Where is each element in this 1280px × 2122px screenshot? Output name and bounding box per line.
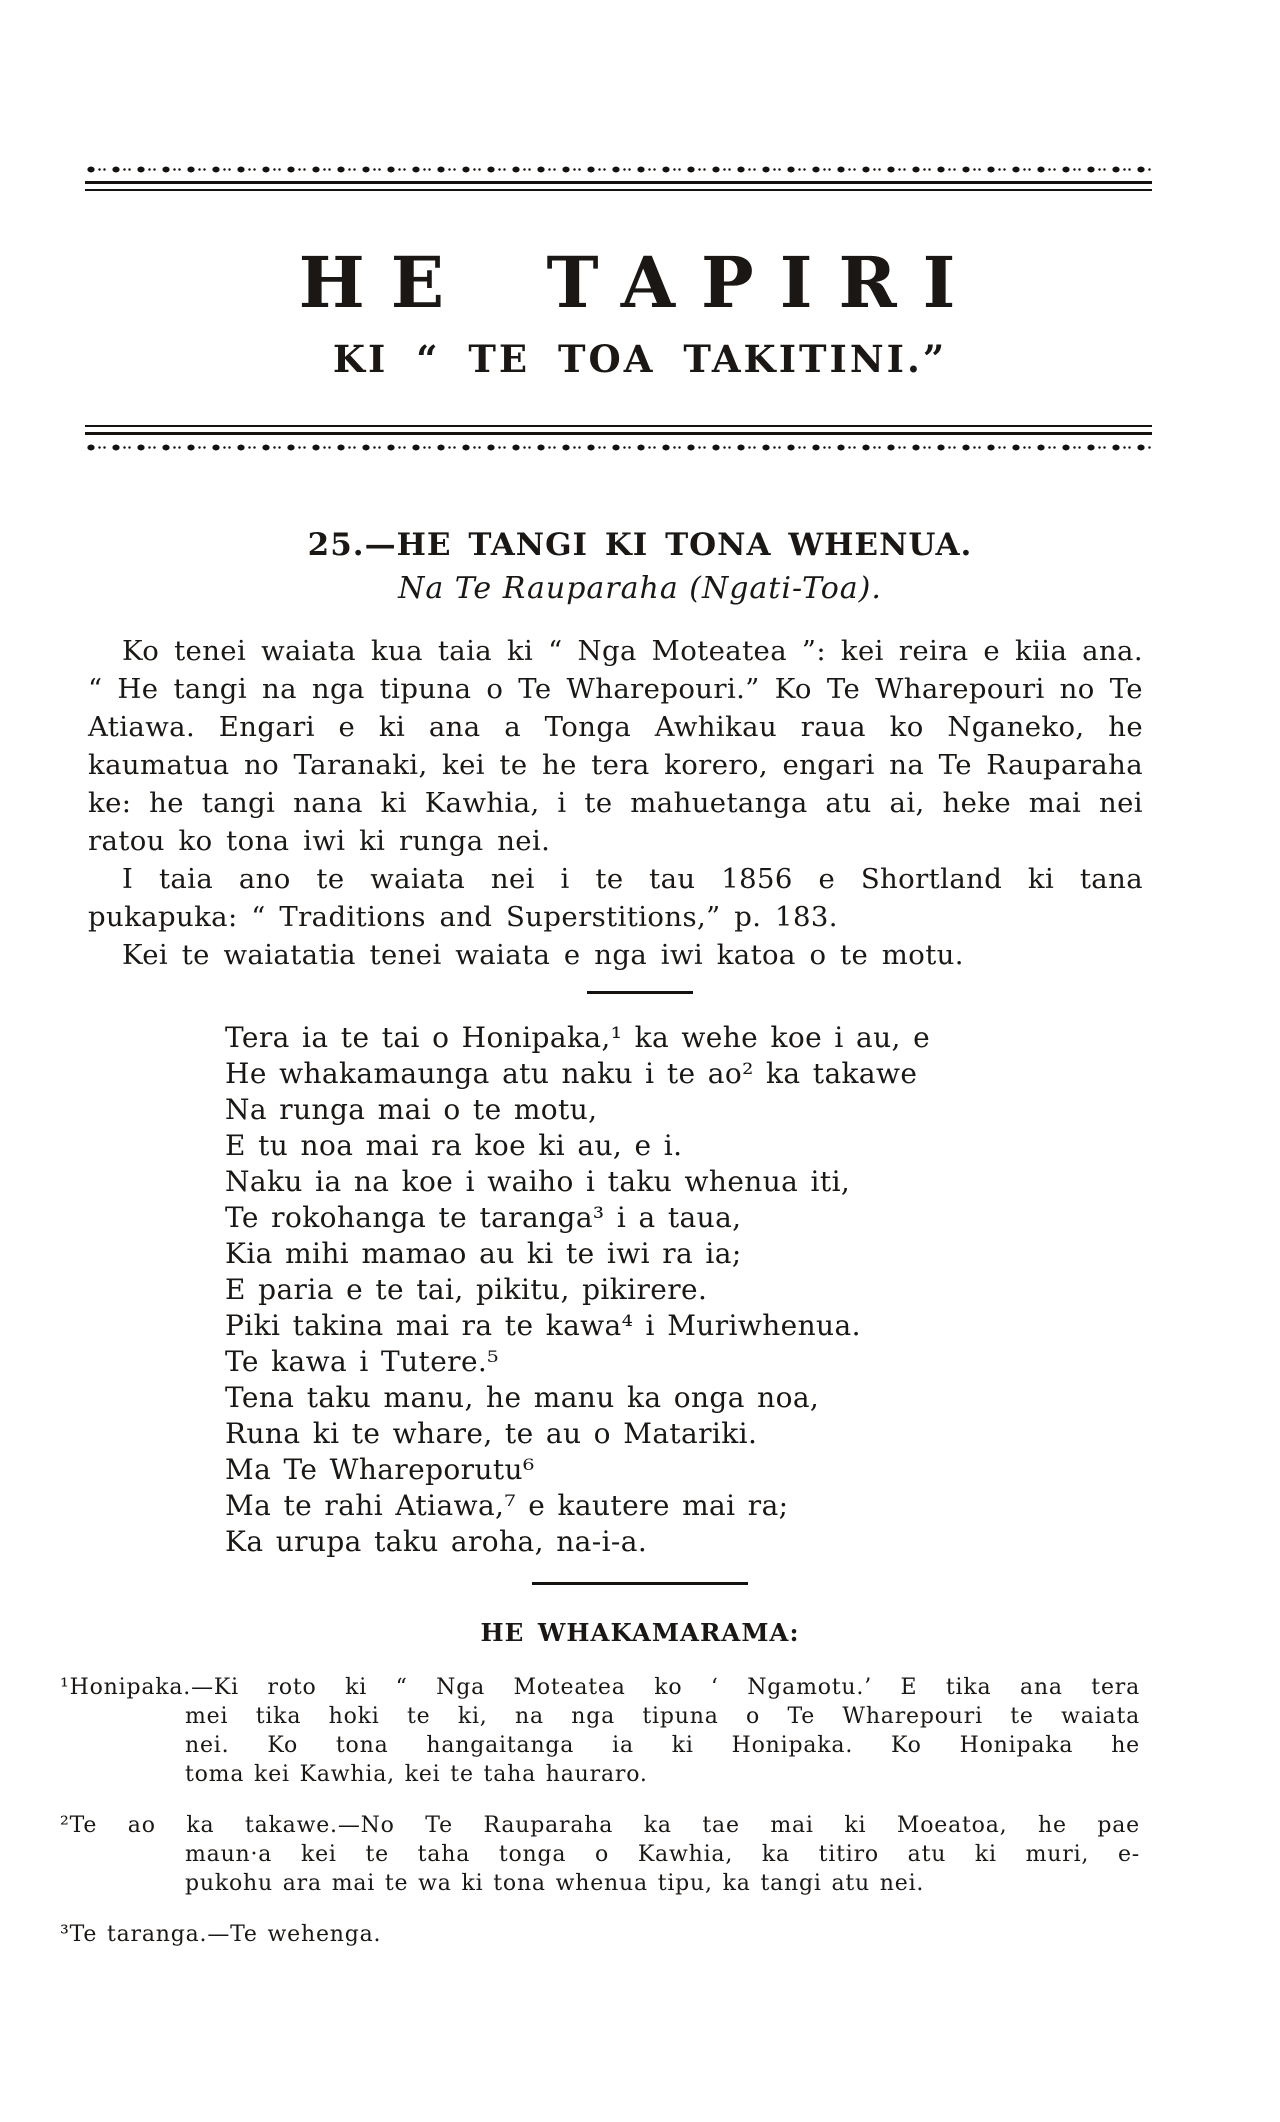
footnote-1 <box>60 1673 1140 1789</box>
footnote-line: ²Te ao ka takawe.—No Te Rauparaha ka tae mai ki Moeatoa, he pae <box>60 1813 1140 1838</box>
footnote-3 <box>60 1920 1140 1949</box>
poem-line: Te rokohanga te taranga³ i a taua, <box>225 1201 742 1234</box>
thin-rule <box>85 425 1152 427</box>
poem-line: Piki takina mai ra te kawa⁴ i Muriwhenua. <box>225 1309 861 1342</box>
thick-rule <box>85 181 1152 184</box>
footnotes-list <box>60 1673 1140 1949</box>
poem-line: Na runga mai o te motu, <box>225 1093 598 1126</box>
paragraph: Kei te waiatatia tenei waiata e nga iwi katoa o te motu. <box>122 939 964 971</box>
footnote-line: mei tika hoki te ki, na nga tipuna o Te Wharepouri te waiata <box>185 1704 1140 1729</box>
poem-line: Naku ia na koe i waiho i taku whenua iti, <box>225 1165 851 1198</box>
poem-line: Ma Te Whareporutu⁶ <box>225 1453 535 1486</box>
poem-line: E tu noa mai ra koe ki au, e i. <box>225 1129 683 1162</box>
section-heading: 25.—HE TANGI KI TONA WHENUA. <box>307 527 973 563</box>
footnote-line: nei. Ko tona hangaitanga ia ki Honipaka. Ko Honipaka he <box>185 1733 1140 1758</box>
thick-rule <box>85 432 1152 435</box>
poem-line: He whakamaunga atu naku i te ao² ka takawe <box>225 1057 918 1090</box>
poem-line: Tera ia te tai o Honipaka,¹ ka wehe koe i au, e <box>225 1021 931 1054</box>
footnote-line: ¹Honipaka.—Ki roto ki “ Nga Moteatea ko ‘ Ngamotu.’ E tika ana tera <box>60 1675 1140 1700</box>
beaded-rule <box>85 441 1152 454</box>
footnote-line: maun·a kei te taha tonga o Kawhia, ka titiro atu ki muri, e- <box>185 1842 1140 1867</box>
top-ornamental-border <box>85 0 1152 191</box>
paragraph: Ko tenei waiata kua taia ki “ Nga Moteatea ”: kei reira e kiia ana. “ He tangi na nga tipuna o Te Wharepouri.” Ko Te Wharepouri no Te Atiawa. Engari e ki ana a Tonga Awhikau raua ko Nganeko, he kaumatua no Taranaki, kei te he tera korero, engari na Te Rauparaha ke: he tangi nana ki Kawhia, i te mahuetanga atu ai, heke mai nei ratou ko tona iwi ki runga nei. <box>88 635 1143 857</box>
footnote-line: ³Te taranga.—Te wehenga. <box>60 1922 382 1947</box>
page-subtitle: KI “ TE TOA TAKITINI.” <box>332 337 948 381</box>
thin-rule <box>85 189 1152 191</box>
section-byline: Na Te Rauparaha (Ngati-Toa). <box>398 571 882 606</box>
footnote-line: pukohu ara mai te wa ki tona whenua tipu, ka tangi atu nei. <box>185 1871 925 1896</box>
poem-line: Runa ki te whare, te au o Matariki. <box>225 1417 758 1450</box>
beaded-rule <box>85 163 1152 176</box>
poem-line: Ka urupa taku aroha, na-i-a. <box>225 1525 648 1558</box>
paragraph: I taia ano te waiata nei i te tau 1856 e Shortland ki tana pukapuka: “ Traditions and Superstitions,” p. 183. <box>88 863 1143 933</box>
divider-rule <box>532 1582 748 1585</box>
divider-rule <box>587 991 693 994</box>
page-title: HE TAPIRI <box>298 241 982 324</box>
notes-heading: HE WHAKAMARAMA: <box>480 1618 800 1647</box>
poem-line: Kia mihi mamao au ki te iwi ra ia; <box>225 1237 742 1270</box>
bottom-ornamental-border <box>85 425 1152 454</box>
footnote-2 <box>60 1811 1140 1898</box>
poem-line: Te kawa i Tutere.⁵ <box>225 1345 499 1378</box>
poem-line: Tena taku manu, he manu ka onga noa, <box>225 1381 820 1414</box>
poem-line: Ma te rahi Atiawa,⁷ e kautere mai ra; <box>225 1489 789 1522</box>
intro-paragraphs <box>88 632 1143 974</box>
poem <box>225 1020 1280 1560</box>
footnote-line: toma kei Kawhia, kei te taha hauraro. <box>185 1762 648 1787</box>
poem-line: E paria e te tai, pikitu, pikirere. <box>225 1273 708 1306</box>
